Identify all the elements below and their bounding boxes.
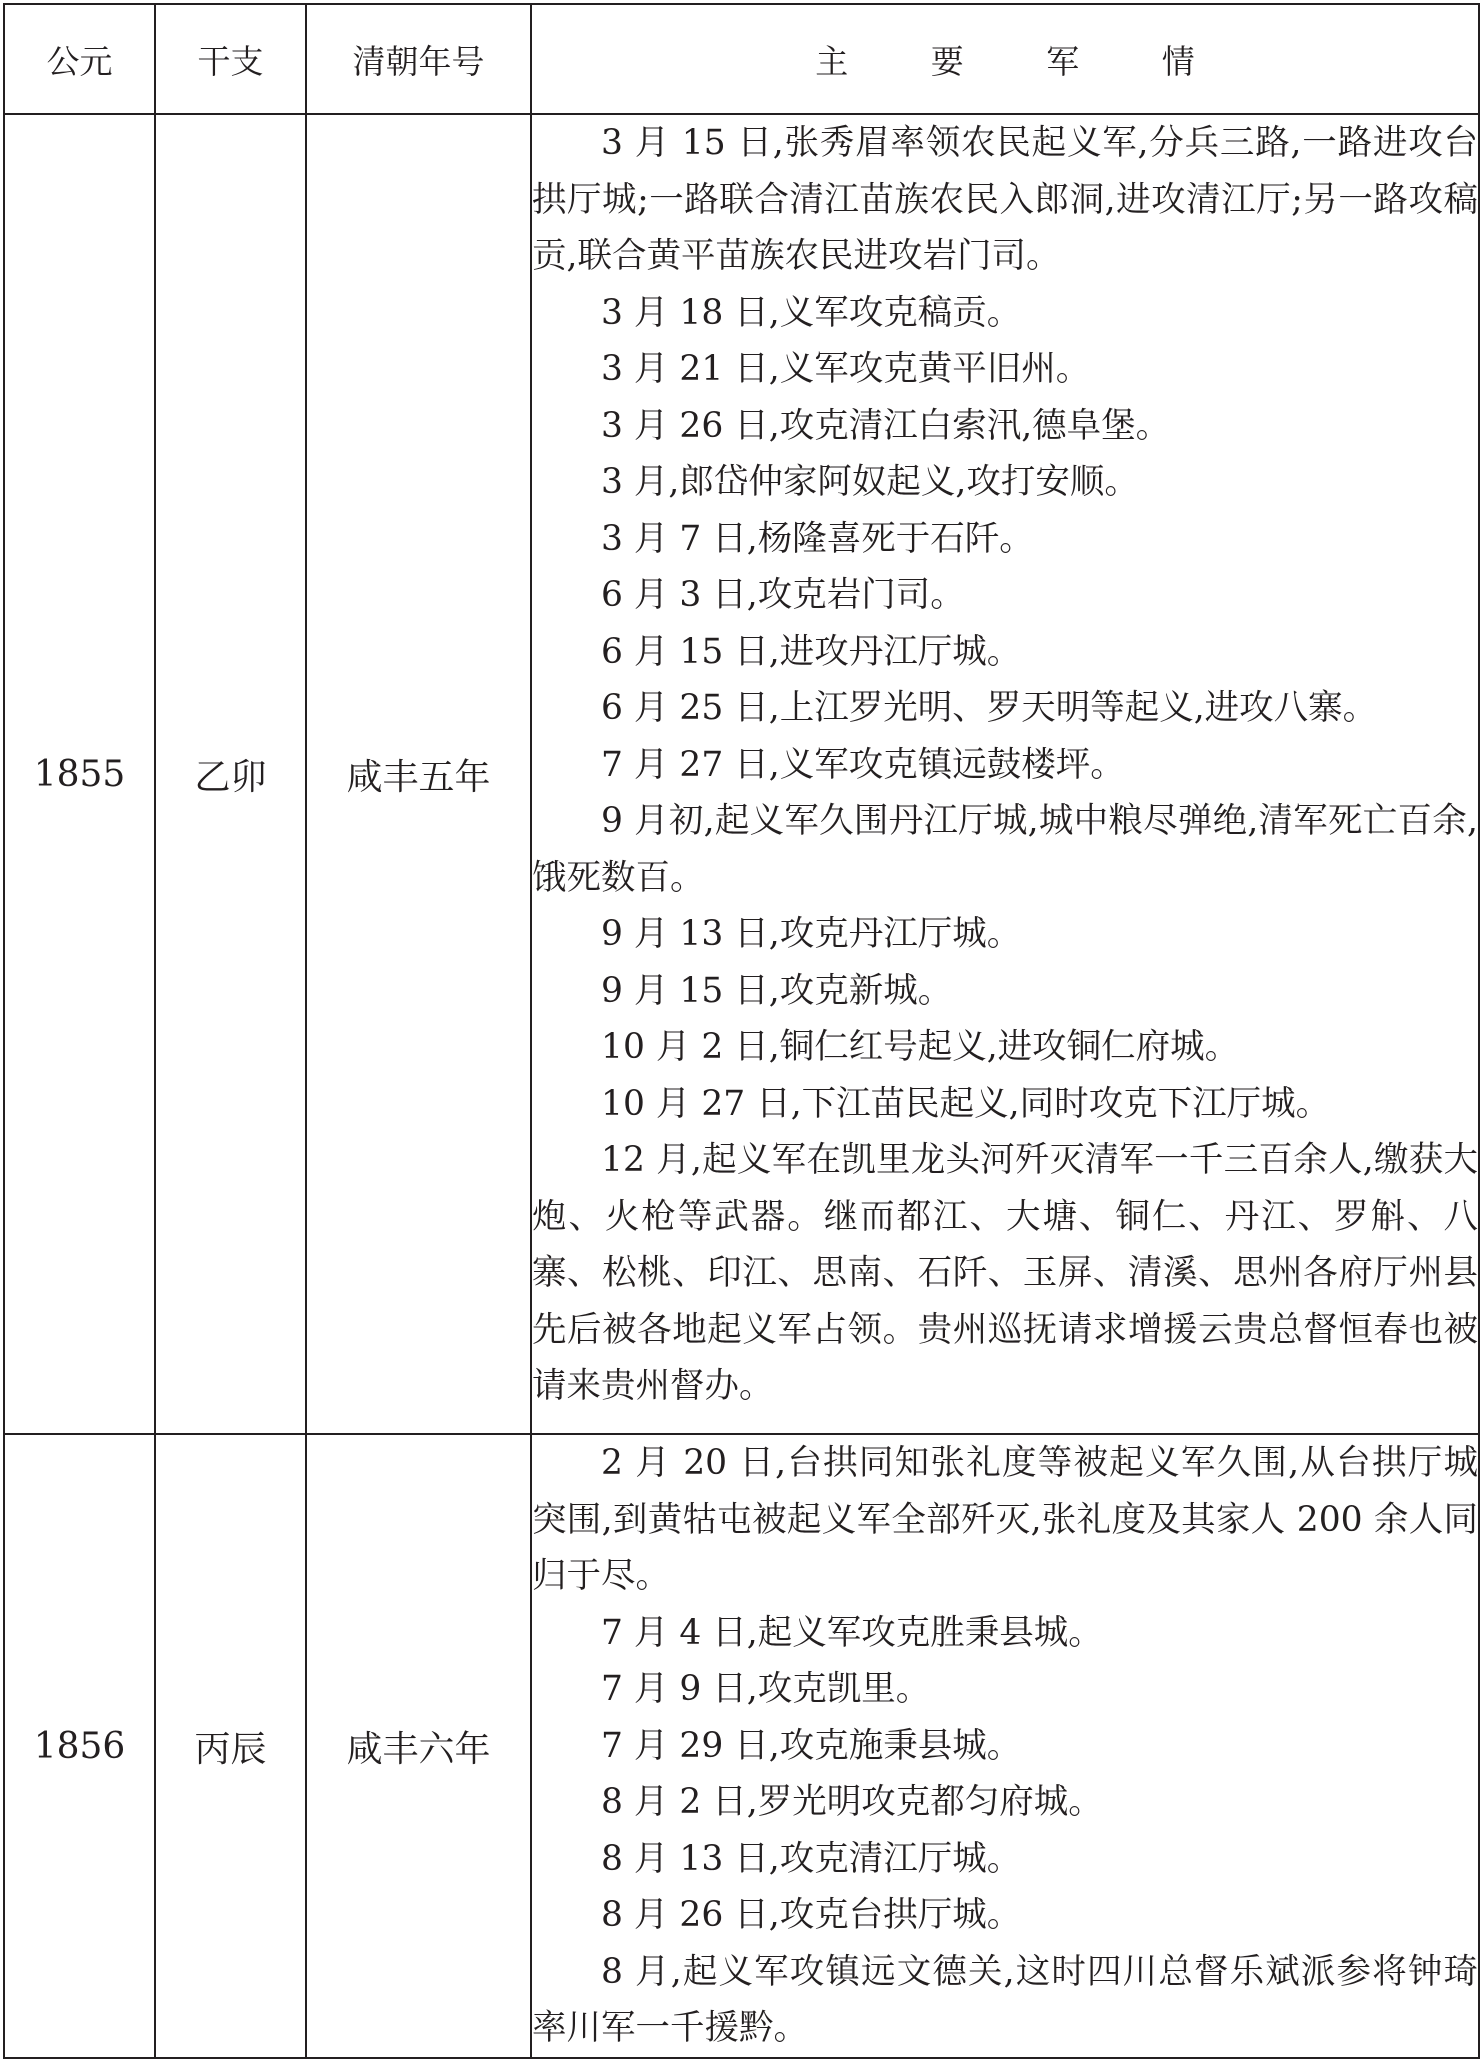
- event-entry: 2 月 20 日,台拱同知张礼度等被起义军久围,从台拱厅城突围,到黄牯屯被起义军全部歼灭,张礼度及其家人 200 余人同归于尽。: [532, 1443, 1478, 1596]
- table-row: [4, 114, 1479, 1434]
- event-entry: 3 月 26 日,攻克清江白索汛,德阜堡。: [601, 405, 1171, 446]
- column-header-year-ad: 公元: [4, 4, 155, 114]
- event-entry: 6 月 25 日,上江罗光明、罗天明等起义,进攻八寨。: [601, 688, 1378, 728]
- event-entry: 9 月 13 日,攻克丹江厅城。: [601, 914, 1022, 954]
- event-entry: 6 月 15 日,进攻丹江厅城。: [601, 631, 1022, 672]
- event-entry: 9 月 15 日,攻克新城。: [601, 970, 953, 1011]
- event-entry: 3 月 21 日,义军攻克黄平旧州。: [601, 349, 1091, 389]
- event-entry: 3 月 18 日,义军攻克稿贡。: [601, 292, 1022, 333]
- column-header-ganzhi: 干支: [155, 4, 306, 114]
- event-entry: 3 月 15 日,张秀眉率领农民起义军,分兵三路,一路进攻台拱厅城;一路联合清江苗族农民入郎洞,进攻清江厅;另一路攻稿贡,联合黄平苗族农民进攻岩门司。: [532, 123, 1478, 276]
- cell-ganzhi: 丙辰: [155, 1434, 306, 2058]
- event-entry: 8 月 2 日,罗光明攻克都匀府城。: [601, 1782, 1103, 1822]
- event-entry: 12 月,起义军在凯里龙头河歼灭清军一千三百余人,缴获大炮、火枪等武器。继而都江、大塘、铜仁、丹江、罗斛、八寨、松桃、印江、思南、石阡、玉屏、清溪、思州各府厅州县先后被各地起义军占领。贵州巡抚请求增援云贵总督恒春也被请来贵州督办。: [532, 1140, 1478, 1406]
- event-entry: 8 月 26 日,攻克台拱厅城。: [601, 1895, 1022, 1935]
- cell-qing-era: 咸丰五年: [306, 114, 531, 1434]
- cell-events: [531, 114, 1479, 1434]
- event-entry: 7 月 29 日,攻克施秉县城。: [601, 1725, 1022, 1766]
- cell-year-ad: 1855: [4, 114, 155, 1434]
- event-entry: 7 月 27 日,义军攻克镇远鼓楼坪。: [601, 744, 1125, 785]
- event-entry: 9 月初,起义军久围丹江厅城,城中粮尽弹绝,清军死亡百余,饿死数百。: [532, 801, 1478, 898]
- event-entry: 3 月,郎岱仲家阿奴起义,攻打安顺。: [601, 462, 1139, 502]
- event-entry: 7 月 9 日,攻克凯里。: [601, 1669, 931, 1709]
- cell-events: [531, 1434, 1479, 2058]
- event-entry: 10 月 27 日,下江苗民起义,同时攻克下江厅城。: [601, 1083, 1331, 1124]
- event-entry: 8 月 13 日,攻克清江厅城。: [601, 1838, 1022, 1879]
- cell-qing-era: 咸丰六年: [306, 1434, 531, 2058]
- event-entry: 6 月 3 日,攻克岩门司。: [601, 575, 965, 615]
- event-entry: 10 月 2 日,铜仁红号起义,进攻铜仁府城。: [601, 1027, 1240, 1067]
- table-header-row: [4, 4, 1479, 114]
- cell-ganzhi: 乙卯: [155, 114, 306, 1434]
- event-entry: 7 月 4 日,起义军攻克胜秉县城。: [601, 1612, 1103, 1653]
- column-header-events: 主 要 军 情: [531, 4, 1479, 114]
- column-header-qing-era: 清朝年号: [306, 4, 531, 114]
- military-chronology-table: [3, 3, 1480, 2059]
- cell-year-ad: 1856: [4, 1434, 155, 2058]
- table-row: [4, 1434, 1479, 2058]
- event-entry: 8 月,起义军攻镇远文德关,这时四川总督乐斌派参将钟琦率川军一千援黔。: [532, 1951, 1478, 2048]
- event-entry: 3 月 7 日,杨隆喜死于石阡。: [601, 518, 1034, 559]
